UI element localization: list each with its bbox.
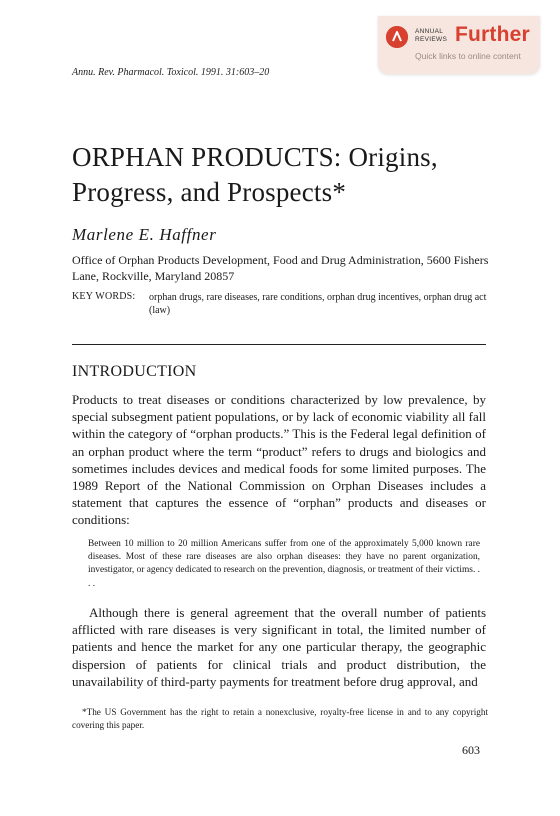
key-words: orphan drugs, rare diseases, rare conditions, orphan drug incentives, orphan drug act (law) xyxy=(149,292,487,316)
author-affiliation: Office of Orphan Products Development, Food and Drug Administration, 5600 Fishers Lane, Rockville, Maryland 20857 xyxy=(72,253,489,283)
badge-further-label: Further xyxy=(455,23,530,46)
body-paragraph-2: Although there is general agreement that the overall number of patients afflicted with rare diseases is very significant in total, the limited number of patients and hence the market for any one particular therapy, the geographic dispersion of patients for clinical trials and product distribution, the unavailability of third-party payments for treatment before drug approval, and xyxy=(72,605,486,689)
article-title xyxy=(72,140,492,210)
journal-reference: Annu. Rev. Pharmacol. Toxicol. 1991. 31:603–20 xyxy=(72,67,270,78)
footnote: *The US Government has the right to retain a nonexclusive, royalty-free license in and to any copyright covering this paper. xyxy=(72,707,488,730)
badge-subtitle: Quick links to online content xyxy=(415,51,521,61)
author-name: Marlene E. Haffner xyxy=(72,225,217,244)
body-paragraph-1: Products to treat diseases or conditions characterized by low prevalence, by special subsegment patient populations, or by lack of economic viability all fall within the category of “orphan products.” This is the Federal legal definition of an orphan product where the term “product” refers to drugs and biologics and sometimes includes devices and medical foods for some limited purposes. The 1989 Report of the National Commission on Orphan Diseases includes a statement that captures the essence of “orphan” products and diseases or conditions: xyxy=(72,392,486,528)
badge-brand-text xyxy=(415,28,455,43)
badge-brand-line2: REVIEWS xyxy=(415,35,448,43)
article-title-line1: ORPHAN PRODUCTS: Origins, xyxy=(72,142,438,172)
block-quote: Between 10 million to 20 million Americans suffer from one of the approximately 5,000 known rare diseases. Most of these rare diseases are also orphan diseases: they have no parent organization, investigator, or agency dedicated to research on the prevention, diagnosis, or treatment of their victims. . . . xyxy=(88,539,480,589)
section-heading: INTRODUCTION xyxy=(72,363,197,380)
key-words-label: KEY WORDS: xyxy=(72,291,136,302)
article-title-line2: Progress, and Prospects* xyxy=(72,177,347,207)
annual-reviews-further-badge[interactable] xyxy=(378,16,540,74)
annual-reviews-logo-icon xyxy=(386,26,408,48)
section-divider xyxy=(72,344,486,345)
page-number: 603 xyxy=(462,743,480,757)
badge-brand-line1: ANNUAL xyxy=(415,28,444,35)
